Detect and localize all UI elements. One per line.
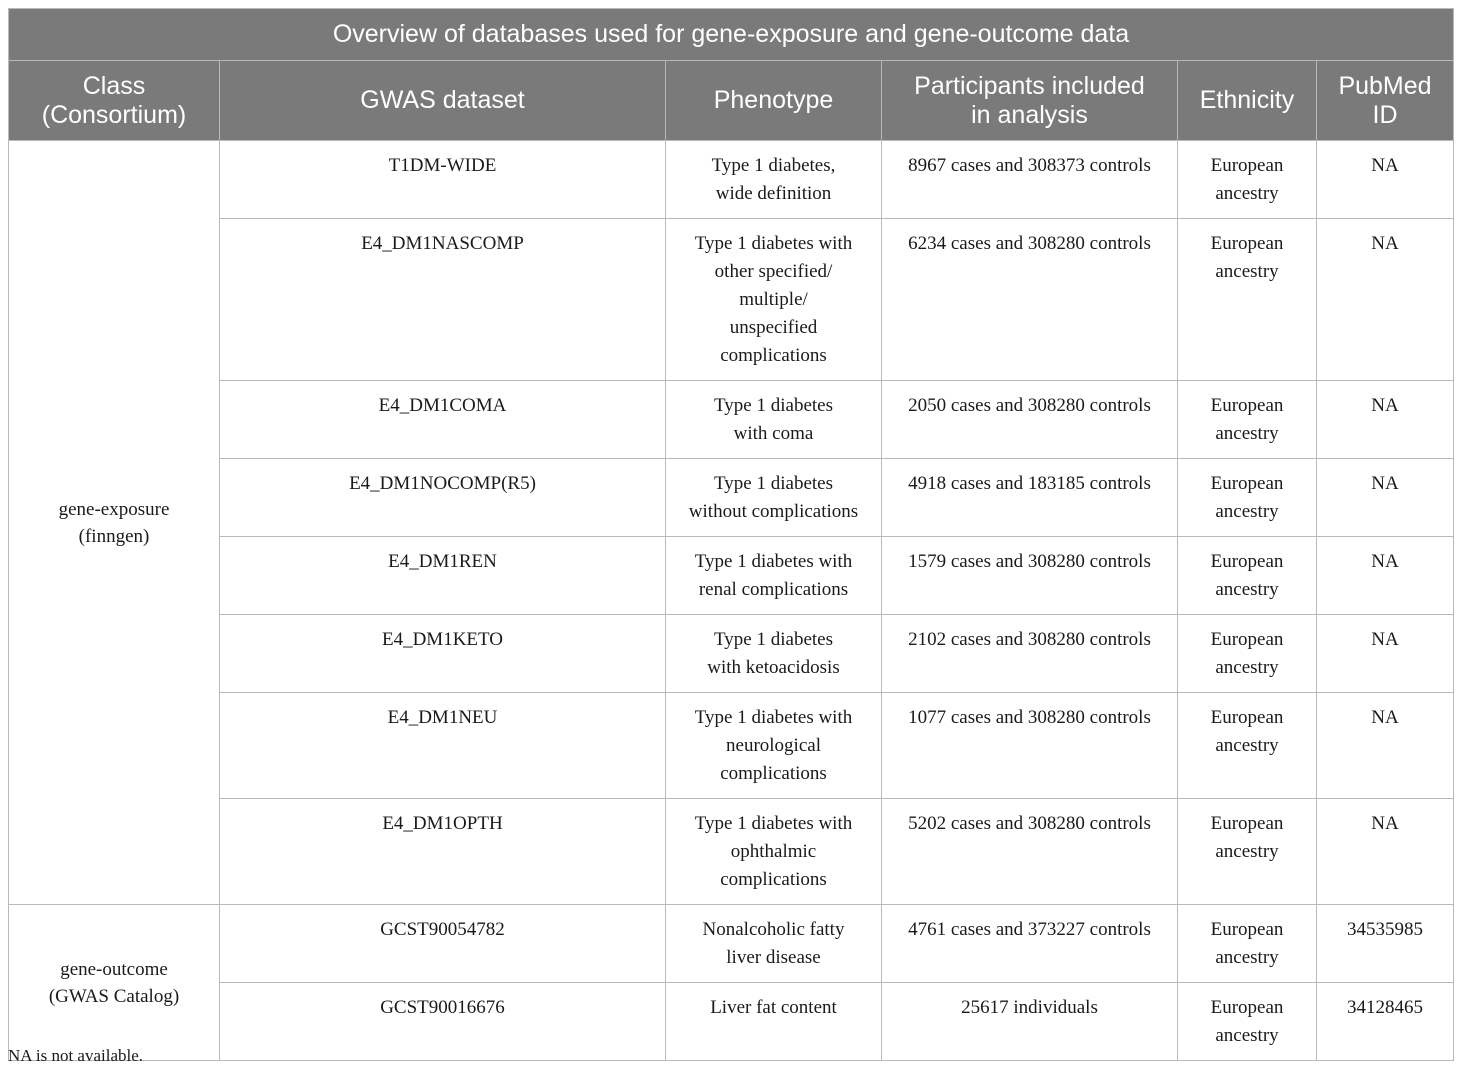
class-cell	[9, 141, 220, 905]
pubmed-cell: 34535985	[1317, 905, 1454, 983]
header-row	[9, 61, 1454, 141]
table-row	[9, 381, 1454, 459]
text-line: ancestry	[1215, 657, 1279, 678]
header-phenotype	[666, 61, 882, 141]
text-line: ancestry	[1215, 841, 1279, 862]
phenotype-cell	[666, 219, 882, 381]
text-line: ancestry	[1215, 261, 1279, 282]
text-line: Type 1 diabetes	[714, 473, 833, 494]
table-footnote: NA is not available.	[8, 1046, 144, 1065]
table-container	[8, 8, 1453, 1061]
pubmed-cell: 34128465	[1317, 983, 1454, 1061]
text-line: European	[1210, 473, 1284, 494]
text-line: with ketoacidosis	[707, 657, 840, 678]
text-line: complications	[720, 869, 827, 890]
text-line: European	[1210, 551, 1284, 572]
text-line: in analysis	[971, 100, 1088, 129]
dataset-cell: GCST90016676	[220, 983, 666, 1061]
text-line: European	[1210, 919, 1284, 940]
phenotype-cell	[666, 983, 882, 1061]
dataset-cell: E4_DM1NOCOMP(R5)	[220, 459, 666, 537]
pubmed-cell: NA	[1317, 459, 1454, 537]
dataset-cell: E4_DM1REN	[220, 537, 666, 615]
ethnicity-cell	[1178, 693, 1317, 799]
text-line: European	[1210, 707, 1284, 728]
text-line: (finngen)	[78, 525, 150, 547]
table-row	[9, 537, 1454, 615]
text-line: (GWAS Catalog)	[48, 985, 180, 1007]
ethnicity-cell	[1178, 537, 1317, 615]
text-line: with coma	[733, 423, 814, 444]
text-line: PubMed	[1338, 71, 1432, 100]
text-line: ancestry	[1215, 735, 1279, 756]
pubmed-cell: NA	[1317, 381, 1454, 459]
text-line: liver disease	[726, 947, 821, 968]
text-line: European	[1210, 813, 1284, 834]
participants-cell: 4761 cases and 373227 controls	[882, 905, 1178, 983]
text-line: gene-outcome	[60, 958, 168, 980]
text-line: Type 1 diabetes with	[694, 233, 853, 254]
phenotype-cell	[666, 141, 882, 219]
table-row	[9, 983, 1454, 1061]
text-line: Liver fat content	[710, 997, 837, 1018]
text-line: European	[1210, 233, 1284, 254]
text-line: complications	[720, 763, 827, 784]
text-line: wide definition	[715, 183, 832, 204]
text-line: Type 1 diabetes	[714, 629, 833, 650]
text-line: complications	[720, 345, 827, 366]
text-line: Type 1 diabetes with	[694, 707, 853, 728]
dataset-cell: E4_DM1NASCOMP	[220, 219, 666, 381]
text-line: ancestry	[1215, 1025, 1279, 1046]
text-line: Phenotype	[713, 86, 834, 114]
pubmed-cell: NA	[1317, 693, 1454, 799]
header-ethnicity	[1178, 61, 1317, 141]
participants-cell: 1077 cases and 308280 controls	[882, 693, 1178, 799]
dataset-cell: T1DM-WIDE	[220, 141, 666, 219]
participants-cell: 6234 cases and 308280 controls	[882, 219, 1178, 381]
text-line: without complications	[688, 501, 859, 522]
pubmed-cell: NA	[1317, 799, 1454, 905]
participants-cell: 25617 individuals	[882, 983, 1178, 1061]
text-line: Nonalcoholic fatty	[702, 919, 845, 940]
table-body	[9, 141, 1454, 1061]
ethnicity-cell	[1178, 799, 1317, 905]
class-cell	[9, 905, 220, 1061]
text-line: Participants included	[914, 71, 1145, 100]
dataset-cell: E4_DM1COMA	[220, 381, 666, 459]
text-line: multiple/	[739, 289, 808, 310]
ethnicity-cell	[1178, 381, 1317, 459]
text-line: ancestry	[1215, 579, 1279, 600]
header-pubmed-id	[1317, 61, 1454, 141]
ethnicity-cell	[1178, 459, 1317, 537]
text-line: Type 1 diabetes,	[711, 155, 836, 176]
text-line: neurological	[726, 735, 821, 756]
text-line: Type 1 diabetes with	[694, 551, 853, 572]
table-row	[9, 459, 1454, 537]
phenotype-cell	[666, 537, 882, 615]
phenotype-cell	[666, 693, 882, 799]
ethnicity-cell	[1178, 983, 1317, 1061]
participants-cell: 2050 cases and 308280 controls	[882, 381, 1178, 459]
phenotype-cell	[666, 905, 882, 983]
table-row	[9, 693, 1454, 799]
text-line: ID	[1372, 100, 1398, 129]
header-participants	[882, 61, 1178, 141]
text-line: ancestry	[1215, 501, 1279, 522]
header-gwas-dataset	[220, 61, 666, 141]
ethnicity-cell	[1178, 141, 1317, 219]
table-row	[9, 905, 1454, 983]
dataset-cell: E4_DM1OPTH	[220, 799, 666, 905]
participants-cell: 8967 cases and 308373 controls	[882, 141, 1178, 219]
table-title: Overview of databases used for gene-exposure and gene-outcome data	[9, 9, 1454, 61]
text-line: ancestry	[1215, 423, 1279, 444]
table-row	[9, 799, 1454, 905]
databases-table	[8, 8, 1454, 1061]
participants-cell: 2102 cases and 308280 controls	[882, 615, 1178, 693]
header-class	[9, 61, 220, 141]
text-line: European	[1210, 629, 1284, 650]
participants-cell: 4918 cases and 183185 controls	[882, 459, 1178, 537]
table-row	[9, 615, 1454, 693]
text-line: ophthalmic	[730, 841, 817, 862]
table-row	[9, 141, 1454, 219]
text-line: unspecified	[729, 317, 818, 338]
text-line: European	[1210, 155, 1284, 176]
pubmed-cell: NA	[1317, 615, 1454, 693]
text-line: renal complications	[698, 579, 849, 600]
pubmed-cell: NA	[1317, 537, 1454, 615]
text-line: European	[1210, 395, 1284, 416]
phenotype-cell	[666, 459, 882, 537]
text-line: Ethnicity	[1199, 86, 1295, 114]
phenotype-cell	[666, 799, 882, 905]
text-line: ancestry	[1215, 183, 1279, 204]
participants-cell: 1579 cases and 308280 controls	[882, 537, 1178, 615]
text-line: Class	[82, 71, 146, 100]
text-line: European	[1210, 997, 1284, 1018]
dataset-cell: E4_DM1KETO	[220, 615, 666, 693]
ethnicity-cell	[1178, 615, 1317, 693]
phenotype-cell	[666, 615, 882, 693]
participants-cell: 5202 cases and 308280 controls	[882, 799, 1178, 905]
text-line: other specified/	[714, 261, 833, 282]
text-line: (Consortium)	[41, 100, 187, 129]
text-line: Type 1 diabetes	[714, 395, 833, 416]
ethnicity-cell	[1178, 219, 1317, 381]
table-row	[9, 219, 1454, 381]
dataset-cell: GCST90054782	[220, 905, 666, 983]
pubmed-cell: NA	[1317, 141, 1454, 219]
text-line: ancestry	[1215, 947, 1279, 968]
phenotype-cell	[666, 381, 882, 459]
dataset-cell: E4_DM1NEU	[220, 693, 666, 799]
text-line: Type 1 diabetes with	[694, 813, 853, 834]
text-line: gene-exposure	[58, 498, 170, 520]
text-line: GWAS dataset	[360, 86, 525, 114]
ethnicity-cell	[1178, 905, 1317, 983]
pubmed-cell: NA	[1317, 219, 1454, 381]
